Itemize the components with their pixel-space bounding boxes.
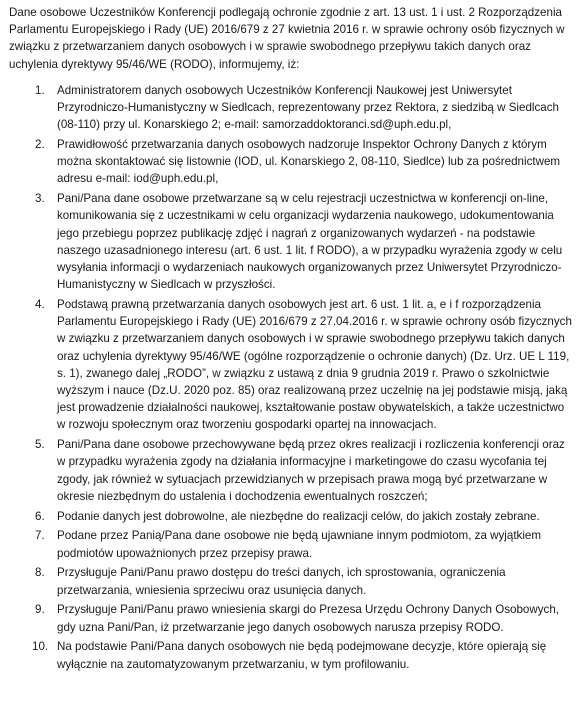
list-item-number: 8. <box>35 566 45 580</box>
list-item-text: Podanie danych jest dobrowolne, ale niezbędne do realizacji celów, do jakich zostały zebrane. <box>57 509 540 523</box>
list-item <box>9 136 574 188</box>
intro-paragraph: Dane osobowe Uczestników Konferencji podlegają ochronie zgodnie z art. 13 ust. 1 i ust. 2 Rozporządzenia Parlamentu Europejskiego i Rady (UE) 2016/679 z 27 kwietnia 2016 r. w sprawie ochrony osób fizycznych w związku z przetwarzaniem danych osobowych i w sprawie swobodnego przepływu takich danych oraz uchylenia dyrektywy 95/46/WE (RODO), informujemy, iż: <box>9 6 565 71</box>
list-item <box>9 508 574 525</box>
list-item-text: Prawidłowość przetwarzania danych osobowych nadzoruje Inspektor Ochrony Danych z którym można skontaktować się listownie (IOD, ul. Konarskiego 2, 08-110, Siedlce) lub za pośrednictwem adresu e-mail: iod@uph.edu.pl, <box>57 138 561 186</box>
list-item-text: Pani/Pana dane osobowe przetwarzane są w celu rejestracji uczestnictwa w konferencji on-line, komunikowania się z uczestnikami w celu organizacji wydarzenia naukowego, udokumentowania jego przebiegu poprzez publikację zdjęć i nagrań z organizowanych wydarzeń - na podstawie naszego uzasadnionego interesu (art. 6 ust. 1 lit. f RODO), a w przypadku wyrażenia zgody w celu wysyłania informacji o wydarzeniach naukowych organizowanych przez Uniwersytet Przyrodniczo-Humanistyczny w Siedlcach w przyszłości. <box>57 192 563 292</box>
list-item-text: Podstawą prawną przetwarzania danych osobowych jest art. 6 ust. 1 lit. a, e i f rozporządzenia Parlamentu Europejskiego i Rady (UE) 2016/679 z 27.04.2016 r. w sprawie ochrony osób fizycznych w związku z przetwarzaniem danych osobowych i w sprawie swobodnego przepływu takich danych oraz uchylenia dyrektywy 95/46/WE (ogólne rozporządzenie o ochronie danych) (Dz. Urz. UE L 119, s. 1), zwanego dalej „RODO”, w związku z ustawą z dnia 9 grudnia 2019 r. Prawo o szkolnictwie wyższym i nauce (Dz.U. 2020 poz. 85) oraz realizowaną przez uczelnię na jej podstawie misją, jaką jest prowadzenie działalności naukowej, kształtowanie postaw obywatelskich, a także uczestnictwo w rozwoju społecznym oraz tworzeniu gospodarki opartej na innowacjach. <box>57 298 572 432</box>
list-item <box>9 601 574 635</box>
list-item-text: Na podstawie Pani/Pana danych osobowych nie będą podejmowane decyzje, które opierają się wyłącznie na zautomatyzowanym przetwarzaniu, w tym profilowaniu. <box>57 640 547 671</box>
list-item <box>9 564 574 598</box>
list-item <box>9 527 574 561</box>
list-item-number: 1. <box>35 83 45 97</box>
list-item <box>9 296 574 434</box>
list-item-number: 6. <box>35 509 45 523</box>
list-item-number: 7. <box>35 529 45 543</box>
list-item-number: 3. <box>35 192 45 206</box>
list-item-text: Podane przez Panią/Pana dane osobowe nie będą ujawniane innym podmiotom, za wyjątkiem podmiotów upoważnionych przez przepisy prawa. <box>57 529 542 560</box>
list-item <box>9 436 574 505</box>
list-item-text: Administratorem danych osobowych Uczestników Konferencji Naukowej jest Uniwersytet Przyrodniczo-Humanistyczny w Siedlcach, reprezentowany przez Rektora, z siedzibą w Siedlcach (08-110) przy ul. Konarskiego 2; e-mail: samorzaddoktoranci.sd@uph.edu.pl, <box>57 83 559 132</box>
list-item <box>9 190 574 293</box>
list-item <box>9 82 574 134</box>
list-item-text: Przysługuje Pani/Panu prawo dostępu do treści danych, ich sprostowania, ograniczenia przetwarzania, wniesienia sprzeciwu oraz usunięcia danych. <box>57 566 506 597</box>
numbered-list <box>9 82 574 673</box>
list-item-number: 5. <box>35 438 45 452</box>
list-item-number: 4. <box>35 298 45 312</box>
list-item-text: Przysługuje Pani/Panu prawo wniesienia skargi do Prezesa Urzędu Ochrony Danych Osobowych, gdy uzna Pani/Pan, iż przetwarzanie jego danych osobowych narusza przepisy RODO. <box>57 603 560 634</box>
list-item-number: 2. <box>35 138 45 152</box>
list-item-number: 9. <box>35 603 45 617</box>
list-item-number: 10. <box>32 640 49 654</box>
list-item-text: Pani/Pana dane osobowe przechowywane będą przez okres realizacji i rozliczenia konferencji oraz w przypadku wyrażenia zgody na działania informacyjne i marketingowe do czasu wycofania tej zgody, jak również w sytuacjach przewidzianych w przepisach prawa mogą być przetwarzane w okresie niezbędnym do ustalenia i dochodzenia ewentualnych roszczeń; <box>57 438 565 503</box>
list-item <box>9 638 574 672</box>
